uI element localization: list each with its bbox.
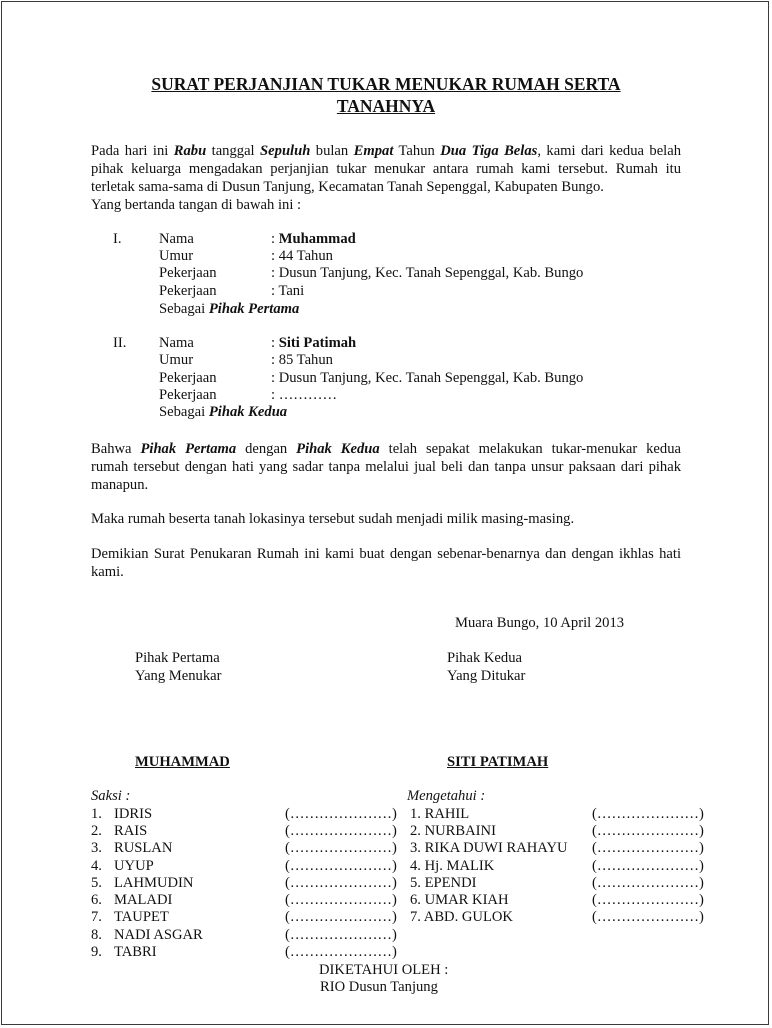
acknowledged-signature-line: (…………………)	[592, 875, 704, 891]
acknowledged-signature-line: (…………………)	[592, 909, 704, 925]
witness-signature-line: (…………………)	[285, 892, 397, 908]
acknowledged-signature-line: (…………………)	[592, 806, 704, 822]
witnesses-header: Saksi :	[91, 788, 131, 804]
witness-number: 3.	[91, 840, 102, 856]
party-1-job2-label: Pekerjaan	[159, 283, 217, 299]
party-1-job-value: : Dusun Tanjung, Kec. Tanah Sepenggal, Kab. Bungo	[271, 265, 584, 281]
witness-number: 6.	[91, 892, 102, 908]
party-2-job-value: : Dusun Tanjung, Kec. Tanah Sepenggal, Kab. Bungo	[271, 370, 584, 386]
month-value: Empat	[353, 143, 394, 159]
witness-signature-line: (…………………)	[285, 927, 397, 943]
acknowledged-name: 1. RAHIL	[410, 806, 470, 822]
acknowledged-signature-line: (…………………)	[592, 823, 704, 839]
party-2-name-value: : Siti Patimah	[271, 335, 357, 351]
witness-name: TAUPET	[114, 909, 169, 925]
witness-name: TABRI	[114, 944, 157, 960]
party-1-job-label: Pekerjaan	[159, 265, 217, 281]
intro-line-4: Yang bertanda tangan di bawah ini :	[91, 197, 302, 213]
witness-signature-line: (…………………)	[285, 840, 397, 856]
acknowledged-name: 6. UMAR KIAH	[410, 892, 509, 908]
witness-name: MALADI	[114, 892, 173, 908]
witness-number: 8.	[91, 927, 102, 943]
witness-number: 1.	[91, 806, 102, 822]
witness-number: 9.	[91, 944, 102, 960]
witness-name: NADI ASGAR	[114, 927, 203, 943]
second-party-subtitle: Yang Ditukar	[447, 668, 526, 684]
agreement-line-2: rumah tersebut dengan hati yang sadar tanpa melalui jual beli dan tanpa unsur paksaan dari pihak	[91, 459, 681, 475]
party-1-role: Sebagai Pihak Pertama	[159, 301, 300, 317]
party-2-role: Sebagai Pihak Kedua	[159, 404, 288, 420]
closing-line-1: Demikian Surat Penukaran Rumah ini kami buat dengan sebenar-benarnya dan dengan ikhlas hati	[91, 546, 681, 562]
party-2-job2-value: : …………	[271, 387, 338, 403]
closing-paragraph	[91, 545, 681, 581]
first-party-subtitle: Yang Menukar	[135, 668, 222, 684]
second-party-signature-name: SITI PATIMAH	[447, 754, 549, 770]
acknowledged-signature-line: (…………………)	[592, 858, 704, 874]
party-1-job2-value: : Tani	[271, 283, 305, 299]
intro-paragraph	[91, 142, 681, 214]
party-1-number: I.	[113, 231, 122, 247]
acknowledged-name: 7. ABD. GULOK	[410, 909, 513, 925]
witness-name: RUSLAN	[114, 840, 173, 856]
intro-line-1: Pada hari ini Rabu tanggal Sepuluh bulan Empat Tahun Dua Tiga Belas, kami dari kedua belah	[91, 143, 681, 159]
intro-line-2: pihak keluarga mengadakan perjanjian tukar menukar antara rumah kami tersebut. Rumah itu	[91, 161, 681, 177]
party-2-job2-label: Pekerjaan	[159, 387, 217, 403]
acknowledged-name: 3. RIKA DUWI RAHAYU	[410, 840, 568, 856]
witness-number: 7.	[91, 909, 102, 925]
agreement-line-1: Bahwa Pihak Pertama dengan Pihak Kedua telah sepakat melakukan tukar-menukar kedua	[91, 441, 681, 457]
day-value: Rabu	[173, 143, 207, 159]
witness-name: UYUP	[114, 858, 154, 874]
witness-number: 2.	[91, 823, 102, 839]
party-2-number: II.	[113, 335, 127, 351]
witness-signature-line: (…………………)	[285, 909, 397, 925]
witness-signature-line: (…………………)	[285, 944, 397, 960]
agreement-line-3: manapun.	[91, 477, 149, 493]
party-2-job-label: Pekerjaan	[159, 370, 217, 386]
party-2-name-label: Nama	[159, 335, 194, 351]
ownership-sentence: Maka rumah beserta tanah lokasinya tersebut sudah menjadi milik masing-masing.	[91, 511, 575, 527]
date-value: Sepuluh	[260, 143, 311, 159]
acknowledged-name: 5. EPENDI	[410, 875, 477, 891]
party-1-name-label: Nama	[159, 231, 194, 247]
document-title-line-1: SURAT PERJANJIAN TUKAR MENUKAR RUMAH SERTA	[151, 74, 621, 94]
witness-signature-line: (…………………)	[285, 823, 397, 839]
closing-line-2: kami.	[91, 564, 124, 580]
acknowledged-signature-line: (…………………)	[592, 892, 704, 908]
party-1-age-value: : 44 Tahun	[271, 248, 333, 264]
witness-signature-line: (…………………)	[285, 858, 397, 874]
acknowledged-name: 2. NURBAINI	[410, 823, 496, 839]
witness-signature-line: (…………………)	[285, 806, 397, 822]
place-date: Muara Bungo, 10 April 2013	[455, 615, 625, 631]
first-party-signature-name: MUHAMMAD	[135, 754, 230, 770]
witness-signature-line: (…………………)	[285, 875, 397, 891]
village-head-label: RIO Dusun Tanjung	[320, 979, 438, 995]
acknowledged-name: 4. Hj. MALIK	[410, 858, 495, 874]
first-party-title: Pihak Pertama	[135, 650, 220, 666]
party-1-name-value: : Muhammad	[271, 231, 356, 247]
acknowledged-header: Mengetahui :	[407, 788, 486, 804]
year-value: Dua Tiga Belas	[440, 143, 538, 159]
acknowledged-signature-line: (…………………)	[592, 840, 704, 856]
witness-name: IDRIS	[114, 806, 153, 822]
witness-name: RAIS	[114, 823, 148, 839]
party-2-age-value: : 85 Tahun	[271, 352, 333, 368]
intro-line-3: terletak sama-sama di Dusun Tanjung, Kecamatan Tanah Sepenggal, Kabupaten Bungo.	[91, 179, 604, 195]
known-by-label: DIKETAHUI OLEH :	[319, 962, 449, 978]
agreement-paragraph	[91, 440, 681, 494]
party-1-age-label: Umur	[159, 248, 194, 264]
witness-number: 5.	[91, 875, 102, 891]
witness-number: 4.	[91, 858, 102, 874]
second-party-title: Pihak Kedua	[447, 650, 522, 666]
party-2-age-label: Umur	[159, 352, 194, 368]
witness-name: LAHMUDIN	[114, 875, 194, 891]
document-title-line-2: TANAHNYA	[336, 96, 436, 116]
